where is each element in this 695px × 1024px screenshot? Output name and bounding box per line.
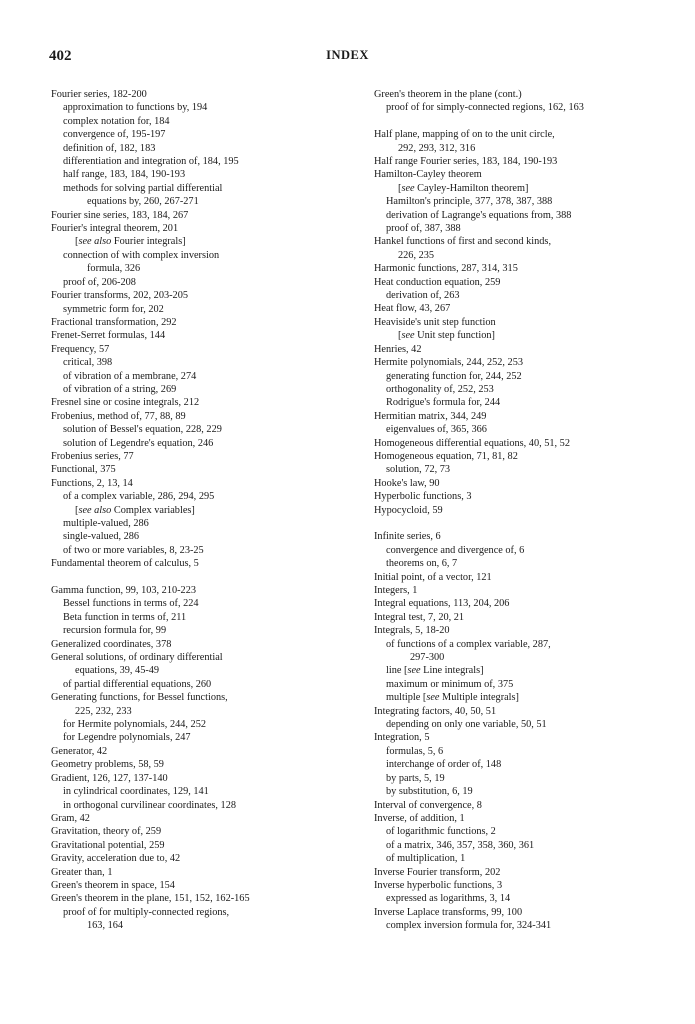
index-subentry: formula, 326 xyxy=(87,263,141,275)
index-entry: Functions, 2, 13, 14 xyxy=(51,477,133,489)
letter-group-gap xyxy=(51,571,351,584)
index-subentry: by substitution, 6, 19 xyxy=(386,786,473,798)
index-subentry: connection of with complex inversion xyxy=(63,249,220,261)
index-subentry: single-valued, 286 xyxy=(63,531,140,543)
index-entry: Infinite series, 6 xyxy=(374,531,441,543)
index-entry: Henries, 42 xyxy=(374,343,422,355)
index-subentry: 297-300 xyxy=(410,652,445,664)
index-subentry: line [see Line integrals] xyxy=(386,665,484,677)
index-entry: Green's theorem in the plane, 151, 152, 162-165 xyxy=(51,893,250,905)
index-subentry: of a matrix, 346, 357, 358, 360, 361 xyxy=(386,839,535,851)
index-entry: Fractional transformation, 292 xyxy=(51,316,177,328)
index-subentry: convergence and divergence of, 6 xyxy=(386,544,525,556)
index-subentry: expressed as logarithms, 3, 14 xyxy=(386,893,511,905)
index-subentry: equations by, 260, 267-271 xyxy=(87,196,199,208)
index-entry: Fundamental theorem of calculus, 5 xyxy=(51,558,199,570)
index-subentry: for Hermite polynomials, 244, 252 xyxy=(63,719,206,731)
index-subentry: 163, 164 xyxy=(87,920,124,932)
index-subentry: of two or more variables, 8, 23-25 xyxy=(63,544,204,556)
index-subentry: depending on only one variable, 50, 51 xyxy=(386,719,547,731)
index-entry: Frenet-Serret formulas, 144 xyxy=(51,330,166,342)
index-subentry: of logarithmic functions, 2 xyxy=(386,826,496,838)
index-entry: Frobenius series, 77 xyxy=(51,450,134,462)
index-entry: Homogeneous equation, 71, 81, 82 xyxy=(374,450,518,462)
index-entry: Gravitational potential, 259 xyxy=(51,839,165,851)
index-subentry: convergence of, 195-197 xyxy=(63,129,166,141)
index-subentry: [see Cayley-Hamilton theorem] xyxy=(398,182,529,194)
index-subentry: Rodrigue's formula for, 244 xyxy=(386,397,501,409)
index-entry: Heat flow, 43, 267 xyxy=(374,303,451,315)
index-entry: Generator, 42 xyxy=(51,745,108,757)
index-subentry: solution of Bessel's equation, 228, 229 xyxy=(63,424,222,436)
index-entry: Fourier transforms, 202, 203-205 xyxy=(51,290,188,302)
page-number: 402 xyxy=(49,48,72,64)
index-subentry: 226, 235 xyxy=(398,249,435,261)
index-column-left xyxy=(51,88,351,933)
index-entry: Initial point, of a vector, 121 xyxy=(374,571,492,583)
index-entry: Half range Fourier series, 183, 184, 190-193 xyxy=(374,156,558,168)
index-subentry: of functions of a complex variable, 287, xyxy=(386,638,551,650)
index-subentry: solution, 72, 73 xyxy=(386,464,451,476)
index-subentry: half range, 183, 184, 190-193 xyxy=(63,169,186,181)
index-entry: Frequency, 57 xyxy=(51,343,110,355)
index-entry: Frobenius, method of, 77, 88, 89 xyxy=(51,410,186,422)
index-entry: Geometry problems, 58, 59 xyxy=(51,759,164,771)
index-subentry: of a complex variable, 286, 294, 295 xyxy=(63,491,215,503)
index-subentry: Beta function in terms of, 211 xyxy=(63,611,187,623)
index-subentry: derivation of, 263 xyxy=(386,290,460,302)
index-entry: Integers, 1 xyxy=(374,585,418,596)
index-entry: Fresnel sine or cosine integrals, 212 xyxy=(51,397,200,409)
index-subentry: theorems on, 6, 7 xyxy=(386,558,458,570)
index-subentry: 292, 293, 312, 316 xyxy=(398,142,476,154)
index-column-right xyxy=(374,88,654,933)
index-entry: Hyperbolic functions, 3 xyxy=(374,491,472,503)
index-subentry: methods for solving partial differential xyxy=(63,182,223,194)
index-entry: Gram, 42 xyxy=(51,812,90,824)
running-head: INDEX xyxy=(326,48,369,62)
index-subentry: [see also Complex variables] xyxy=(75,504,195,516)
index-entry: Generating functions, for Bessel functions, xyxy=(51,692,228,704)
index-subentry: solution of Legendre's equation, 246 xyxy=(63,437,214,449)
index-subentry: 225, 232, 233 xyxy=(75,705,132,717)
index-entry: Green's theorem in the plane (cont.) xyxy=(374,89,522,100)
index-subentry: for Legendre polynomials, 247 xyxy=(63,732,191,744)
index-entry: Inverse Laplace transforms, 99, 100 xyxy=(374,906,523,918)
index-entry: Gamma function, 99, 103, 210-223 xyxy=(51,585,196,597)
index-entry: Greater than, 1 xyxy=(51,866,113,878)
index-subentry: Bessel functions in terms of, 224 xyxy=(63,598,199,610)
index-subentry: generating function for, 244, 252 xyxy=(386,370,522,382)
index-entry: Hermitian matrix, 344, 249 xyxy=(374,410,487,422)
index-subentry: of vibration of a string, 269 xyxy=(63,383,177,395)
index-subentry: proof of, 206-208 xyxy=(63,276,136,288)
index-entry: Fourier sine series, 183, 184, 267 xyxy=(51,209,189,221)
index-subentry: approximation to functions by, 194 xyxy=(63,102,208,114)
index-subentry: recursion formula for, 99 xyxy=(63,625,167,637)
index-subentry: proof of, 387, 388 xyxy=(386,223,461,235)
index-subentry: definition of, 182, 183 xyxy=(63,142,156,154)
index-entry: Fourier's integral theorem, 201 xyxy=(51,223,179,235)
index-entry: Gravity, acceleration due to, 42 xyxy=(51,853,181,865)
index-subentry: proof of for multiply-connected regions, xyxy=(63,906,230,918)
index-entry: Half plane, mapping of on to the unit circle, xyxy=(374,129,555,141)
index-entry: Inverse, of addition, 1 xyxy=(374,812,465,824)
index-entry: Hypocycloid, 59 xyxy=(374,504,443,516)
index-entry: Gradient, 126, 127, 137-140 xyxy=(51,772,168,784)
index-entry: Heat conduction equation, 259 xyxy=(374,276,501,288)
index-subentry: orthogonality of, 252, 253 xyxy=(386,383,494,395)
index-entry: Inverse Fourier transform, 202 xyxy=(374,866,501,878)
index-subentry: Hamilton's principle, 377, 378, 387, 388 xyxy=(386,196,553,208)
index-entry: Harmonic functions, 287, 314, 315 xyxy=(374,263,518,275)
index-subentry: complex inversion formula for, 324-341 xyxy=(386,920,552,932)
index-subentry: critical, 398 xyxy=(63,357,113,369)
index-subentry: interchange of order of, 148 xyxy=(386,759,502,771)
index-entry: Interval of convergence, 8 xyxy=(374,799,482,811)
index-entry: General solutions, of ordinary differential xyxy=(51,652,223,664)
index-entry: Integrating factors, 40, 50, 51 xyxy=(374,705,497,717)
index-subentry: [see also Fourier integrals] xyxy=(75,236,186,248)
index-subentry: by parts, 5, 19 xyxy=(386,772,445,784)
index-entry: Hamilton-Cayley theorem xyxy=(374,169,482,181)
index-subentry: multiple [see Multiple integrals] xyxy=(386,692,519,704)
index-entry: Integral equations, 113, 204, 206 xyxy=(374,598,510,610)
index-entry: Fourier series, 182-200 xyxy=(51,89,147,100)
index-entry: Generalized coordinates, 378 xyxy=(51,638,172,650)
index-subentry: of multiplication, 1 xyxy=(386,853,466,865)
index-subentry: differentiation and integration of, 184, 195 xyxy=(63,156,239,168)
index-subentry: formulas, 5, 6 xyxy=(386,745,444,757)
index-entry: Hermite polynomials, 244, 252, 253 xyxy=(374,357,524,369)
index-subentry: equations, 39, 45-49 xyxy=(75,665,160,677)
index-entry: Heaviside's unit step function xyxy=(374,316,496,328)
index-entry: Homogeneous differential equations, 40, 51, 52 xyxy=(374,437,570,449)
index-entry: Green's theorem in space, 154 xyxy=(51,879,175,891)
index-subentry: of vibration of a membrane, 274 xyxy=(63,370,197,382)
index-entry: Hankel functions of first and second kinds, xyxy=(374,236,552,248)
index-entry: Integrals, 5, 18-20 xyxy=(374,625,450,637)
index-subentry: multiple-valued, 286 xyxy=(63,518,149,529)
index-subentry: of partial differential equations, 260 xyxy=(63,678,212,690)
index-subentry: in cylindrical coordinates, 129, 141 xyxy=(63,786,209,798)
index-subentry: proof of for simply-connected regions, 162, 163 xyxy=(386,102,584,114)
index-subentry: eigenvalues of, 365, 366 xyxy=(386,424,487,436)
index-subentry: complex notation for, 184 xyxy=(63,115,170,127)
index-entry: Integral test, 7, 20, 21 xyxy=(374,611,465,623)
index-subentry: [see Unit step function] xyxy=(398,330,495,342)
index-subentry: symmetric form for, 202 xyxy=(63,303,164,315)
index-entry: Gravitation, theory of, 259 xyxy=(51,826,162,838)
index-entry: Inverse hyperbolic functions, 3 xyxy=(374,879,503,891)
letter-group-gap xyxy=(374,517,654,530)
index-subentry: in orthogonal curvilinear coordinates, 128 xyxy=(63,799,236,811)
letter-group-gap xyxy=(374,115,654,128)
index-subentry: maximum or minimum of, 375 xyxy=(386,678,514,690)
index-entry: Integration, 5 xyxy=(374,732,430,744)
index-entry: Functional, 375 xyxy=(51,464,116,476)
index-entry: Hooke's law, 90 xyxy=(374,477,440,489)
index-subentry: derivation of Lagrange's equations from, 388 xyxy=(386,209,572,221)
